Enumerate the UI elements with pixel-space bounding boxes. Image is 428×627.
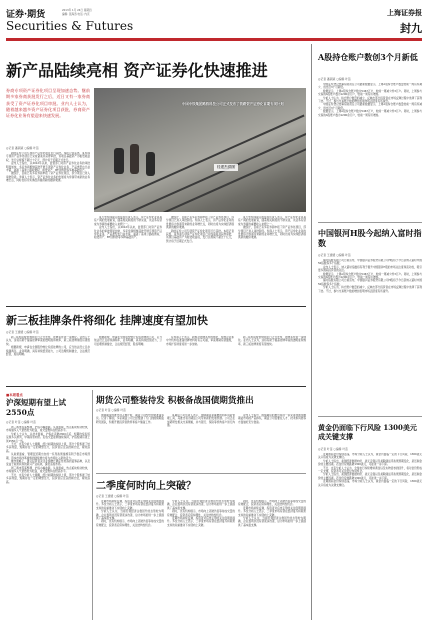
lead-body-col3	[166, 216, 234, 302]
market-paragraph: 从政策面看，管理层近期出台的一系列政策措施有利于稳定市场预期，资本市场改革措施的陆续推出将为市场注入新的活力。	[6, 453, 90, 460]
bottom-paragraph: 分析人士认为，当前宏观经济企稳回升的态势较为明确，企业盈利状况有望逐步改善，这为市场的进一步上涨提供了基本面支撑。	[167, 500, 235, 510]
sidebar-rule	[318, 416, 422, 417]
lead-body-col4	[238, 216, 306, 302]
futures-col3	[238, 414, 306, 470]
lead-paragraph: 业内人士指出，从2012年以来，监管部门对资产证券化业务的审批明显加快，多家券商相继获批开展专项资产证券化业务，产品类型也日益丰富，涵盖了高速公路收费权、租赁资产、BT回购款等多种基础资产。	[6, 162, 90, 173]
mid-story-paragraph: 新三板相关配套规则近日正式发布，挂牌条件进一步细化。业内人士认为，这将有助于提高挂牌审查的透明度和效率，新三板挂牌速度有望加快。	[238, 336, 306, 346]
mid-story-byline: ◎记者 王媛媛 ○编辑 叶苗	[6, 330, 39, 334]
sidebar-paragraph: 数据显示，上周A股持仓账户数为5467万户，较前一周减少约3万户。同时，上周参与交易的A股账户数为1200余万户，较前一周有所增加。	[318, 110, 422, 117]
sidebar-paragraph: 分析人士指出，美国经济数据向好、美元走强以及美联储货币政策预期变化，是压制金价的主要因素。若金价有效跌破1300美元，可能进一步下探。	[318, 473, 422, 480]
sidebar-rule	[318, 222, 422, 223]
bottom-paragraph: 近期市场持续反弹，投资者对后市走势的关注度明显提升。多位分析人士表示，二季度市场有望在经济复苏和政策支持的双重推动下实现向上突破。	[167, 517, 235, 527]
lead-paragraph: 据统计，目前已有多家券商申报了资产证券化项目，部分项目已进入审批阶段。券商人士表示，资产证券化业务的发展将为券商带来新的业务增长点，同时也将为实体经济提供新的融资渠道。	[166, 216, 234, 230]
sidebar-paragraph: 不过，也有分析人士认为，全球央行持续增持黄金以及实物需求的回升，将对金价形成一定支撑，投资者可关注低位布局机会。	[318, 466, 422, 474]
lead-body-col1	[6, 152, 90, 302]
photo-caption: 中国中铁集团路桥科技公司正式发布了铁路资产证券化首期专项计划	[182, 102, 284, 106]
bottom-paragraph: 近期市场持续反弹，投资者对后市走势的关注度明显提升。多位分析人士表示，二季度市场有望在经济复苏和政策支持的双重推动下实现向上突破。	[96, 500, 164, 510]
sidebar-mid-byline: ◎记者 王媛媛 ○编辑 叶苗	[318, 253, 351, 257]
bottom-headline: 二季度何时向上突破？	[96, 481, 196, 492]
lead-paragraph: 新的证券公司专项资产证券化项目近日获批。本报记者获悉，某券商专项资产证券化项目已完成备案并获得审批，该项目基础资产为租赁收益权，发行总规模不超过十亿元，预计将于近期正式发行。	[6, 152, 90, 162]
sidebar-bot-body	[318, 453, 422, 619]
mid-story-col1	[6, 336, 90, 382]
mid-story-col4	[238, 336, 306, 382]
sidebar-paragraph: 富时指数有限公司日前宣布，中国银河证券股份有限公司H股将于今日起纳入富时中国50指数等多个指数。	[318, 279, 422, 286]
bottom-paragraph: 同时，也有机构提示，市场向上突破仍需等待成交量的有效配合，投资者应保持理性，关注结构性机会。	[167, 510, 235, 517]
masthead-rule	[6, 38, 422, 41]
futures-col2	[167, 414, 235, 470]
masthead	[6, 6, 422, 38]
bottom-paragraph: 同时，也有机构提示，市场向上突破仍需等待成交量的有效配合，投资者应保持理性，关注结构性机会。	[238, 500, 306, 507]
date-line: 2013年 1月 24日 星期四	[62, 9, 92, 12]
sidebar-top-headline: A股持仓账户数创3个月新低	[318, 52, 418, 62]
lead-photo	[94, 88, 306, 212]
lead-paragraph: 某大型券商固定收益部负责人表示，资产证券化业务具有广阔的发展前景，随着相关制度的不断完善，该业务有望成为券商的重要收入来源之一。	[94, 216, 162, 226]
futures-col1	[96, 414, 164, 470]
futures-headline: 期货公司整装待发 积极备战国债期货推出	[96, 396, 254, 406]
lead-byline: ◎记者 潘颖颖 ○编辑 叶苗	[6, 146, 39, 150]
bottom-paragraph: 同时，也有机构提示，市场向上突破仍需等待成交量的有效配合，投资者应保持理性，关注结构性机会。	[96, 520, 164, 527]
page-label: 封九	[400, 22, 422, 35]
bottom-paragraph: 分析人士认为，当前宏观经济企稳回升的态势较为明确，企业盈利状况有望逐步改善，这为市场的进一步上涨提供了基本面支撑。	[96, 510, 164, 521]
mid-story-paragraph: 新三板相关配套规则近日正式发布，挂牌条件进一步细化。业内人士认为，这将有助于提高挂牌审查的透明度和效率，新三板挂牌速度有望加快。	[6, 336, 90, 346]
mid-story-paragraph: 有券商人士表示，新规对挂牌条件的细化，使得企业和中介机构在准备挂牌材料时有章可循，审查周期有望缩短，市场扩容速度将进一步加快。	[166, 336, 234, 346]
bottom-col1	[96, 500, 164, 620]
photo-tag: 桂建杰供图	[214, 164, 238, 171]
mid-story-headline: 新三板挂牌条件将细化 挂牌速度有望加快	[6, 314, 208, 327]
lead-paragraph: 新的证券公司专项资产证券化项目近日获批。本报记者获悉，某券商专项资产证券化项目已完成备案并获得审批，该项目基础资产为租赁收益权，发行总规模不超过十亿元，预计将于近期正式发行。	[166, 229, 234, 243]
market-divider	[92, 390, 93, 620]
sidebar-paragraph: 近期国际金价持续震荡，市场分析人士认为，黄金仍面临一定的下行风险，1300美元关口将成为关键支撑位。	[318, 453, 422, 460]
sidebar-paragraph: 中国证券登记结算有限责任公司最新数据显示，上周A股持仓账户数量较前一周有所减少，创出近3个月新低。	[318, 83, 422, 90]
futures-byline: ◎记者 叶苗 ○编辑 叶苗	[96, 408, 126, 412]
section-rule	[96, 473, 306, 474]
lead-deck: 券商专项资产证券化项目呈现加速态势。继前期多家券商获批发行之后，近日又有一家券商获受了资产证券化项目审批。业内人士认为，随着越来越多资产证券化项目获批，券商资产证券化业务有望迎来快速发展。	[6, 88, 90, 119]
market-headline: 沪深短期有望上试2550点	[6, 398, 66, 417]
futures-paragraph: 国债期货的推出进入倒计时，期货公司纷纷加快准备步伐。记者了解到，多家期货公司已经组建了专门的国债期货研究团队，积极开展投资者教育和客户储备工作。	[96, 414, 164, 424]
bottom-byline: ◎记者 王媛媛 ○编辑 叶苗	[96, 494, 129, 498]
sidebar-paragraph: 近期国际金价持续震荡，市场分析人士认为，黄金仍面临一定的下行风险，1300美元关口将成为关键支撑位。	[318, 480, 422, 487]
paper-name: 上海证券报	[387, 8, 422, 17]
sidebar-paragraph: 分析人士指出，美国经济数据向好、美元走强以及美联储货币政策预期变化，是压制金价的主要因素。若金价有效跌破1300美元，可能进一步下探。	[318, 459, 422, 467]
sidebar-paragraph: 数据显示，上周A股持仓账户数为5467万户，较前一周减少约3万户。同时，上周参与交易的A股账户数为1200余万户，较前一周有所增加。	[318, 89, 422, 97]
bottom-paragraph: 分析人士认为，当前宏观经济企稳回升的态势较为明确，企业盈利状况有望逐步改善，这为市场的进一步上涨提供了基本面支撑。	[238, 517, 306, 527]
section-title-en: Securities & Futures	[6, 19, 134, 33]
market-kicker: ■本周看点	[6, 393, 23, 397]
market-paragraph: 周三两市震荡整理，沪指小幅收跌。从盘面看，热点板块轮动较快，市场做多人气依然较为旺盛，成交量维持在较高水平。	[6, 426, 90, 433]
market-paragraph: 周三两市震荡整理，沪指小幅收跌。从盘面看，热点板块轮动较快，市场做多人气依然较为旺盛，成交量维持在较高水平。	[6, 466, 90, 474]
market-paragraph: 分析人士认为，从技术面看，沪指在突破2300点后，短期均线系统呈现多头排列，中期趋势向好。若成交量能够继续保持，沪指短期有望上试2550点一线。	[6, 432, 90, 443]
sidebar-mid-headline: 中国银河H股今起纳入富时指数	[318, 228, 422, 248]
bottom-paragraph: 近期市场持续反弹，投资者对后市走势的关注度明显提升。多位分析人士表示，二季度市场有望在经济复苏和政策支持的双重推动下实现向上突破。	[238, 506, 306, 517]
bottom-col2	[167, 500, 235, 620]
lead-body-col2	[94, 216, 162, 302]
lead-paragraph: 据统计，目前已有多家券商申报了资产证券化项目，部分项目已进入审批阶段。券商人士表示，资产证券化业务的发展将为券商带来新的业务增长点，同时也将为实体经济提供新的融资渠道。	[238, 226, 306, 240]
bottom-col3	[238, 500, 306, 620]
mid-story-col3	[166, 336, 234, 382]
sidebar-bot-headline: 黄金仍面临下行风险 1300美元成关键支撑	[318, 423, 417, 441]
mid-story-col2	[94, 336, 162, 382]
sidebar-paragraph: 分析人士认为，持仓账户数量的减少，反映出部分投资者在市场反弹过程中选择了获利了结。不过，参与交易账户数的增加表明市场活跃度有所提升。	[318, 286, 422, 293]
futures-paragraph: 某期货公司负责人表示，国债期货是重要的利率风险管理工具，其推出将为期货公司带来新的发展机遇。公司正在加紧研发相关交易策略，并与银行、保险等机构客户进行沟通。	[167, 414, 235, 428]
sidebar-paragraph: 数据显示，上周A股持仓账户数为5467万户，较前一周减少约3万户。同时，上周参与交易的A股账户数为1200余万户，较前一周有所增加。	[318, 272, 422, 280]
section-rule	[6, 386, 306, 387]
market-paragraph: 不过，也有分析人士提醒，经过前期的持续上涨，部分个股积累了较多获利盘，短期存在一定的调整压力，投资者应注意控制仓位，避免追高。	[6, 473, 90, 484]
sidebar-paragraph: 中国证券登记结算有限责任公司最新数据显示，上周A股持仓账户数量较前一周有所减少，创出近3个月新低。	[318, 103, 422, 110]
lead-headline: 新产品陆续亮相 资产证券化快速推进	[6, 61, 268, 80]
sidebar-top-byline: ◎记者 潘颖颖 ○编辑 叶苗	[318, 77, 351, 81]
sidebar-bot-byline: ◎记者 叶苗 ○编辑 叶苗	[318, 447, 348, 451]
sidebar-paragraph: 分析人士认为，持仓账户数量的减少，反映出部分投资者在市场反弹过程中选择了获利了结。不过，参与交易账户数的增加表明市场活跃度有所提升。	[318, 96, 422, 104]
lead-paragraph: 业内人士指出，从2012年以来，监管部门对资产证券化业务的审批明显加快，多家券商相继获批开展专项资产证券化业务，产品类型也日益丰富，涵盖了高速公路收费权、租赁资产、BT回购款等多种基础资产。	[94, 226, 162, 240]
market-byline: ◎记者 叶苗 ○编辑 叶苗	[6, 420, 36, 424]
editor-line: 编辑: 张海涛 电话: 内页	[62, 13, 90, 16]
market-body	[6, 426, 90, 620]
market-paragraph: 操作策略上，建议投资者关注业绩增长确定性较高的蓝筹品种，以及受益于政策扶持的新兴产业板块，逢低适度布局。	[6, 460, 90, 467]
futures-paragraph: 业内人士指出，国债期货的推出将进一步完善我国金融期货市场的产品体系，期货公司需要在人才、技术和风控等方面做好充分准备。	[238, 414, 306, 424]
lead-paragraph: 据统计，目前已有多家券商申报了资产证券化项目，部分项目已进入审批阶段。券商人士表示，资产证券化业务的发展将为券商带来新的业务增长点，同时也将为实体经济提供新的融资渠道。	[6, 172, 90, 183]
section-title-cn: 证券·期货	[6, 10, 46, 20]
market-paragraph: 不过，也有分析人士提醒，经过前期的持续上涨，部分个股积累了较多获利盘，短期存在一定的调整压力，投资者应注意控制仓位，避免追高。	[6, 443, 90, 453]
lead-paragraph: 某大型券商固定收益部负责人表示，资产证券化业务具有广阔的发展前景，随着相关制度的不断完善，该业务有望成为券商的重要收入来源之一。	[238, 216, 306, 226]
sidebar-divider	[311, 44, 312, 620]
sidebar-top-body	[318, 83, 422, 219]
sidebar-paragraph: 业内人士表示，纳入富时指数将有利于提升中国银河H股的市场关注度和流动性，吸引更多国际投资者的关注。	[318, 265, 422, 273]
mid-story-paragraph: 根据新规，申请在全国股份转让系统挂牌的公司，应当依法设立且存续满两年，业务明确，具有持续经营能力，公司治理机制健全，合法规范经营，股权明晰。	[6, 346, 90, 357]
sidebar-paragraph: 富时指数有限公司日前宣布，中国银河证券股份有限公司H股将于今日起纳入富时中国50指数等多个指数。	[318, 259, 422, 266]
mid-story-paragraph: 根据新规，申请在全国股份转让系统挂牌的公司，应当依法设立且存续满两年，业务明确，具有持续经营能力，公司治理机制健全，合法规范经营，股权明晰。	[94, 336, 162, 346]
section-rule	[6, 306, 306, 307]
sidebar-mid-body	[318, 259, 422, 413]
